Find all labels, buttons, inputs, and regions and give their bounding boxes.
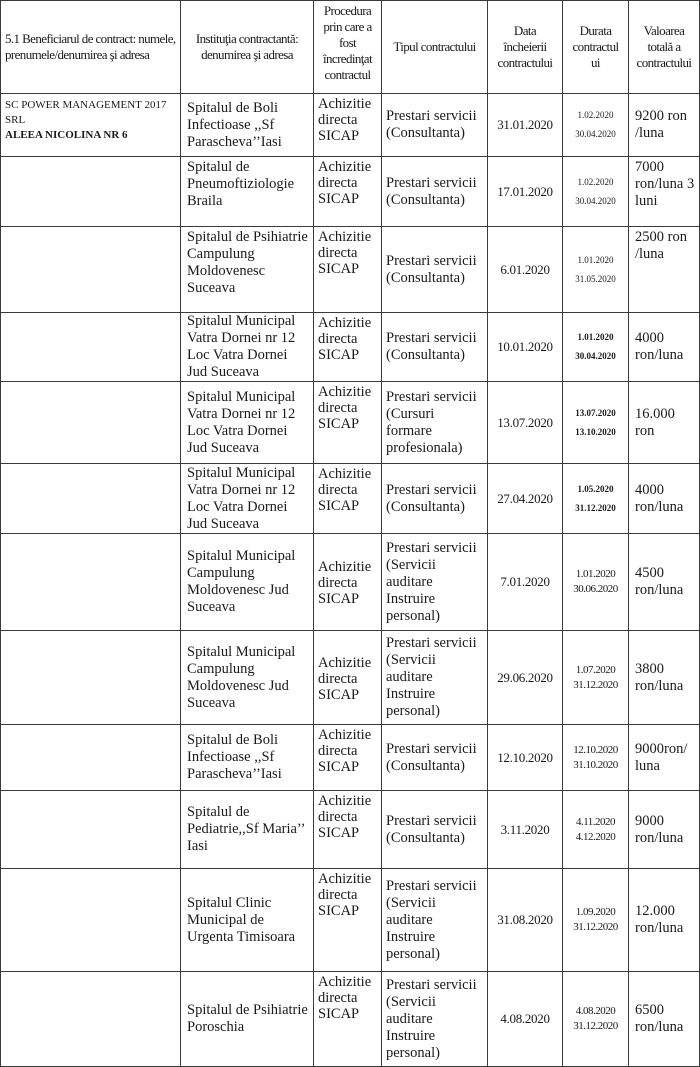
duration-start: 1.01.2020 — [577, 254, 614, 265]
header-institution: Instituţia contractantă: denumirea şi adresa — [181, 1, 314, 94]
date-cell: 3.11.2020 — [488, 791, 563, 869]
institution-cell: Spitalul de Psihiatrie Campulung Moldovenesc Suceava — [181, 227, 314, 313]
date-cell: 12.10.2020 — [488, 725, 563, 791]
duration-start: 4.11.2020 — [575, 815, 616, 828]
type-cell: Prestari servicii (Consultanta) — [382, 791, 488, 869]
duration-end: 13.10.2020 — [575, 426, 616, 437]
duration-end: 31.12.2020 — [573, 921, 618, 933]
value-cell: 12.000 ron/luna — [629, 869, 700, 972]
date-cell: 7.01.2020 — [488, 534, 563, 631]
duration-end: 4.12.2020 — [575, 830, 616, 843]
institution-cell: Spitalul de Psihiatrie Poroschia — [181, 972, 314, 1067]
empty-beneficiary-cell — [1, 791, 181, 869]
table-row — [1, 631, 700, 725]
duration-start: 4.08.2020 — [575, 1005, 616, 1017]
empty-beneficiary-cell — [1, 157, 181, 227]
header-procedure: Procedura prin care a fost încredinţat contractul — [314, 1, 382, 94]
type-cell: Prestari servicii (Consultanta) — [382, 313, 488, 382]
value-cell: 7000 ron/luna 3 luni — [629, 157, 700, 227]
duration-cell — [563, 382, 629, 464]
beneficiary-address: ALEEA NICOLINA NR 6 — [5, 129, 128, 141]
type-cell: Prestari servicii (Consultanta) — [382, 157, 488, 227]
institution-cell: Spitalul Municipal Campulung Moldovenesc Jud Suceava — [181, 534, 314, 631]
duration-cell — [563, 972, 629, 1067]
duration-start: 1.09.2020 — [575, 906, 616, 918]
value-cell: 3800 ron/luna — [629, 631, 700, 725]
duration-cell — [563, 227, 629, 313]
empty-beneficiary-cell — [1, 631, 181, 725]
table-row — [1, 464, 700, 534]
institution-cell: Spitalul de Boli Infectioase ,,Sf Parascheva’’Iasi — [181, 94, 314, 157]
duration-end: 31.12.2020 — [575, 502, 616, 513]
value-cell: 9000 ron/luna — [629, 791, 700, 869]
duration-cell — [563, 869, 629, 972]
procedure-cell: Achizitie directa SICAP — [314, 227, 382, 313]
duration-end: 31.12.2020 — [573, 678, 618, 691]
duration-end: 30.04.2020 — [575, 195, 616, 206]
value-cell: 9000ron/ luna — [629, 725, 700, 791]
table-row — [1, 725, 700, 791]
type-cell: Prestari servicii (Servicii auditare Instruire personal) — [382, 972, 488, 1067]
table-row — [1, 313, 700, 382]
table-row — [1, 791, 700, 869]
date-cell: 13.07.2020 — [488, 382, 563, 464]
beneficiary-cell — [1, 94, 181, 157]
date-cell: 4.08.2020 — [488, 972, 563, 1067]
procedure-cell: Achizitie directa SICAP — [314, 631, 382, 725]
duration-end: 31.12.2020 — [573, 1020, 618, 1032]
duration-end: 30.04.2020 — [575, 351, 616, 361]
type-cell: Prestari servicii (Consultanta) — [382, 227, 488, 313]
date-cell: 31.01.2020 — [488, 94, 563, 157]
table-row — [1, 382, 700, 464]
duration-cell — [563, 464, 629, 534]
procedure-cell: Achizitie directa SICAP — [314, 313, 382, 382]
date-cell: 29.06.2020 — [488, 631, 563, 725]
empty-beneficiary-cell — [1, 227, 181, 313]
value-cell: 6500 ron/luna — [629, 972, 700, 1067]
procedure-cell: Achizitie directa SICAP — [314, 157, 382, 227]
header-value: Valoarea totală a contractului — [629, 1, 700, 94]
duration-cell — [563, 534, 629, 631]
procedure-cell: Achizitie directa SICAP — [314, 534, 382, 631]
value-cell: 4500 ron/luna — [629, 534, 700, 631]
duration-start: 1.01.2020 — [575, 568, 616, 580]
value-cell: 4000 ron/luna — [629, 464, 700, 534]
institution-cell: Spitalul de Pediatrie,,Sf Maria’’ Iasi — [181, 791, 314, 869]
date-cell: 10.01.2020 — [488, 313, 563, 382]
value-cell: 16.000 ron — [629, 382, 700, 464]
empty-beneficiary-cell — [1, 382, 181, 464]
value-cell: 2500 ron /luna — [629, 227, 700, 313]
duration-start: 13.07.2020 — [575, 407, 616, 418]
procedure-cell: Achizitie directa SICAP — [314, 791, 382, 869]
duration-start: 1.02.2020 — [577, 110, 614, 120]
procedure-cell: Achizitie directa SICAP — [314, 725, 382, 791]
duration-end: 30.04.2020 — [575, 129, 616, 139]
empty-beneficiary-cell — [1, 972, 181, 1067]
duration-start: 1.07.2020 — [575, 663, 616, 676]
beneficiary-name: SC POWER MANAGEMENT 2017 SRL — [5, 99, 167, 126]
type-cell: Prestari servicii (Consultanta) — [382, 94, 488, 157]
institution-cell: Spitalul Municipal Campulung Moldovenesc Jud Suceava — [181, 631, 314, 725]
duration-start: 1.01.2020 — [577, 332, 614, 342]
institution-cell: Spitalul Municipal Vatra Dornei nr 12 Loc Vatra Dornei Jud Suceava — [181, 464, 314, 534]
table-row — [1, 157, 700, 227]
duration-end: 31.05.2020 — [575, 273, 616, 284]
duration-cell — [563, 157, 629, 227]
header-beneficiary: 5.1 Beneficiarul de contract: numele, prenumele/denumirea şi adresa — [1, 1, 181, 94]
empty-beneficiary-cell — [1, 464, 181, 534]
table-row — [1, 94, 700, 157]
institution-cell: Spitalul Municipal Vatra Dornei nr 12 Loc Vatra Dornei Jud Suceava — [181, 313, 314, 382]
type-cell: Prestari servicii (Cursuri formare profesionala) — [382, 382, 488, 464]
type-cell: Prestari servicii (Consultanta) — [382, 464, 488, 534]
institution-cell: Spitalul de Boli Infectioase ,,Sf Parascheva’’Iasi — [181, 725, 314, 791]
header-duration: Durata contractul ui — [563, 1, 629, 94]
empty-beneficiary-cell — [1, 313, 181, 382]
duration-cell — [563, 313, 629, 382]
procedure-cell: Achizitie directa SICAP — [314, 972, 382, 1067]
value-cell: 4000 ron/luna — [629, 313, 700, 382]
duration-start: 1.02.2020 — [577, 176, 614, 187]
duration-cell — [563, 631, 629, 725]
date-cell: 27.04.2020 — [488, 464, 563, 534]
table-header-row — [1, 1, 700, 94]
type-cell: Prestari servicii (Servicii auditare Instruire personal) — [382, 631, 488, 725]
empty-beneficiary-cell — [1, 869, 181, 972]
value-cell: 9200 ron /luna — [629, 94, 700, 157]
table-row — [1, 534, 700, 631]
type-cell: Prestari servicii (Servicii auditare Instruire personal) — [382, 869, 488, 972]
procedure-cell: Achizitie directa SICAP — [314, 94, 382, 157]
type-cell: Prestari servicii (Consultanta) — [382, 725, 488, 791]
duration-end: 30.06.2020 — [573, 583, 618, 595]
empty-beneficiary-cell — [1, 725, 181, 791]
duration-start: 1.05.2020 — [577, 483, 614, 494]
duration-cell — [563, 791, 629, 869]
date-cell: 31.08.2020 — [488, 869, 563, 972]
duration-start: 12.10.2020 — [573, 743, 618, 756]
table-row — [1, 869, 700, 972]
duration-end: 31.10.2020 — [573, 758, 618, 771]
type-cell: Prestari servicii (Servicii auditare Instruire personal) — [382, 534, 488, 631]
procedure-cell: Achizitie directa SICAP — [314, 869, 382, 972]
header-type: Tipul contractului — [382, 1, 488, 94]
date-cell: 17.01.2020 — [488, 157, 563, 227]
procedure-cell: Achizitie directa SICAP — [314, 464, 382, 534]
procedure-cell: Achizitie directa SICAP — [314, 382, 382, 464]
duration-cell — [563, 725, 629, 791]
institution-cell: Spitalul de Pneumoftiziologie Braila — [181, 157, 314, 227]
header-date: Data încheierii contractului — [488, 1, 563, 94]
institution-cell: Spitalul Clinic Municipal de Urgenta Timisoara — [181, 869, 314, 972]
table-row — [1, 972, 700, 1067]
institution-cell: Spitalul Municipal Vatra Dornei nr 12 Loc Vatra Dornei Jud Suceava — [181, 382, 314, 464]
date-cell: 6.01.2020 — [488, 227, 563, 313]
duration-cell — [563, 94, 629, 157]
empty-beneficiary-cell — [1, 534, 181, 631]
table-row — [1, 227, 700, 313]
